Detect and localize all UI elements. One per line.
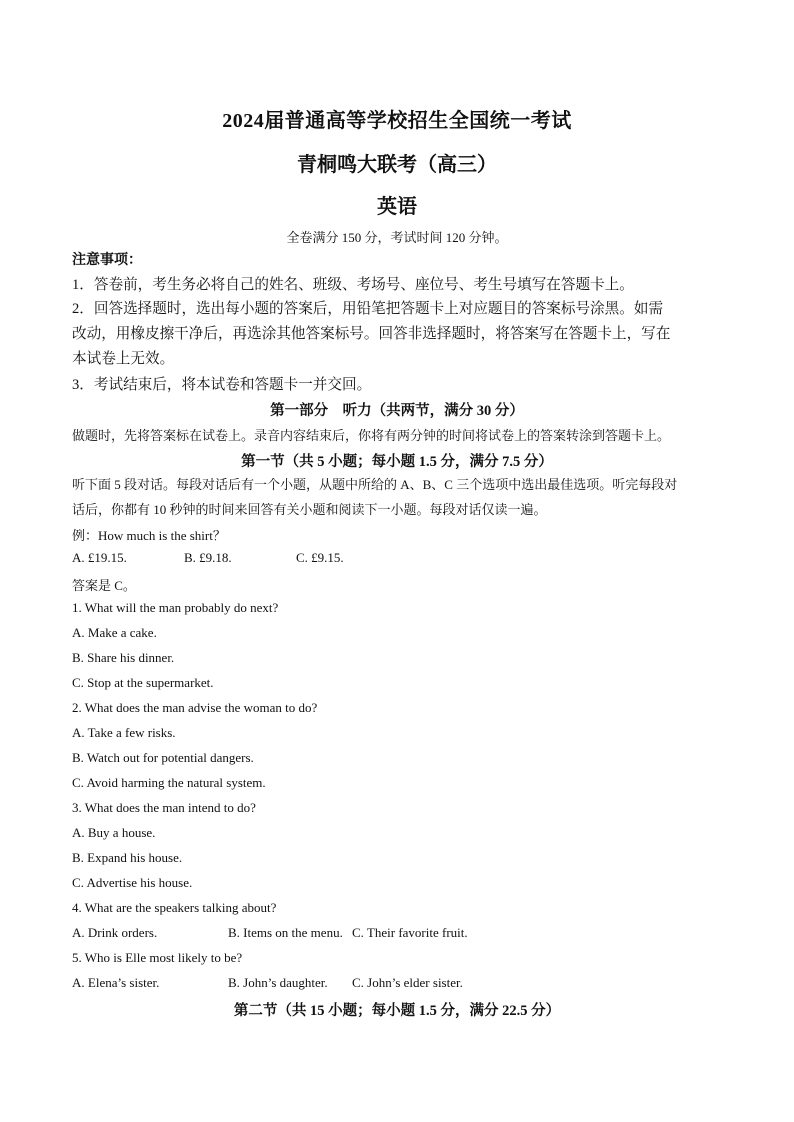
exam-title: 2024届普通高等学校招生全国统一考试 [222,110,572,132]
notice-line: 1．答卷前，考生务必将自己的姓名、班级、考场号、座位号、考生号填写在答题卡上。 [72,277,634,293]
option-a: A. £19.15. [72,550,127,565]
question-5: 5. Who is Elle most likely to be? [72,950,243,965]
part1-instruction: 做题时，先将答案标在试卷上。录音内容结束后，你将有两分钟的时间将试卷上的答案转涂到答题卡上。 [72,428,671,443]
subject-title: 英语 [377,196,417,218]
notice-line: 2．回答选择题时，选出每小题的答案后，用铅笔把答题卡上对应题目的答案标号涂黑。如需 [72,301,664,317]
option-a: A. Drink orders. [72,925,158,940]
notice-heading: 注意事项： [72,253,142,268]
question-3: 3. What does the man intend to do? [72,800,256,815]
section1-instruction: 听下面 5 段对话。每段对话后有一个小题，从题中所给的 A、B、C 三个选项中选出最佳选项。听完每段对 [72,477,678,492]
notice-line: 3．考试结束后，将本试卷和答题卡一并交回。 [72,377,372,393]
option-c: C. £9.15. [296,550,344,565]
option-a: A. Elena’s sister. [72,975,160,990]
option-b: B. £9.18. [184,550,232,565]
option-c: C. Stop at the supermarket. [72,675,214,690]
example-question: 例：How much is the shirt？ [72,528,226,543]
option-c: C. Their favorite fruit. [352,925,468,940]
notice-line: 本试卷上无效。 [72,351,175,367]
section1-instruction: 话后，你都有 10 秒钟的时间来回答有关小题和阅读下一小题。每段对话仅读一遍。 [72,502,547,517]
section2-heading: 第二节（共 15 小题；每小题 1.5 分，满分 22.5 分） [233,1003,561,1019]
option-c: C. Advertise his house. [72,875,193,890]
option-a: A. Take a few risks. [72,725,176,740]
exam-subtitle: 青桐鸣大联考（高三） [297,154,497,176]
option-a: A. Buy a house. [72,825,156,840]
question-4: 4. What are the speakers talking about? [72,900,277,915]
option-b: B. Watch out for potential dangers. [72,750,254,765]
option-b: B. John’s daughter. [228,975,328,990]
exam-info: 全卷满分 150 分，考试时间 120 分钟。 [286,230,508,245]
option-b: B. Share his dinner. [72,650,175,665]
section1-heading: 第一节（共 5 小题；每小题 1.5 分，满分 7.5 分） [241,454,553,470]
option-a: A. Make a cake. [72,625,157,640]
option-b: B. Expand his house. [72,850,183,865]
notice-line: 改动，用橡皮擦干净后，再选涂其他答案标号。回答非选择题时，将答案写在答题卡上，写在 [72,326,671,342]
question-1: 1. What will the man probably do next? [72,600,279,615]
question-2: 2. What does the man advise the woman to do? [72,700,318,715]
option-c: C. Avoid harming the natural system. [72,775,266,790]
option-b: B. Items on the menu. [228,925,343,940]
part1-heading: 第一部分 听力（共两节，满分 30 分） [270,403,524,419]
example-answer: 答案是 C。 [72,578,136,593]
option-c: C. John’s elder sister. [352,975,463,990]
